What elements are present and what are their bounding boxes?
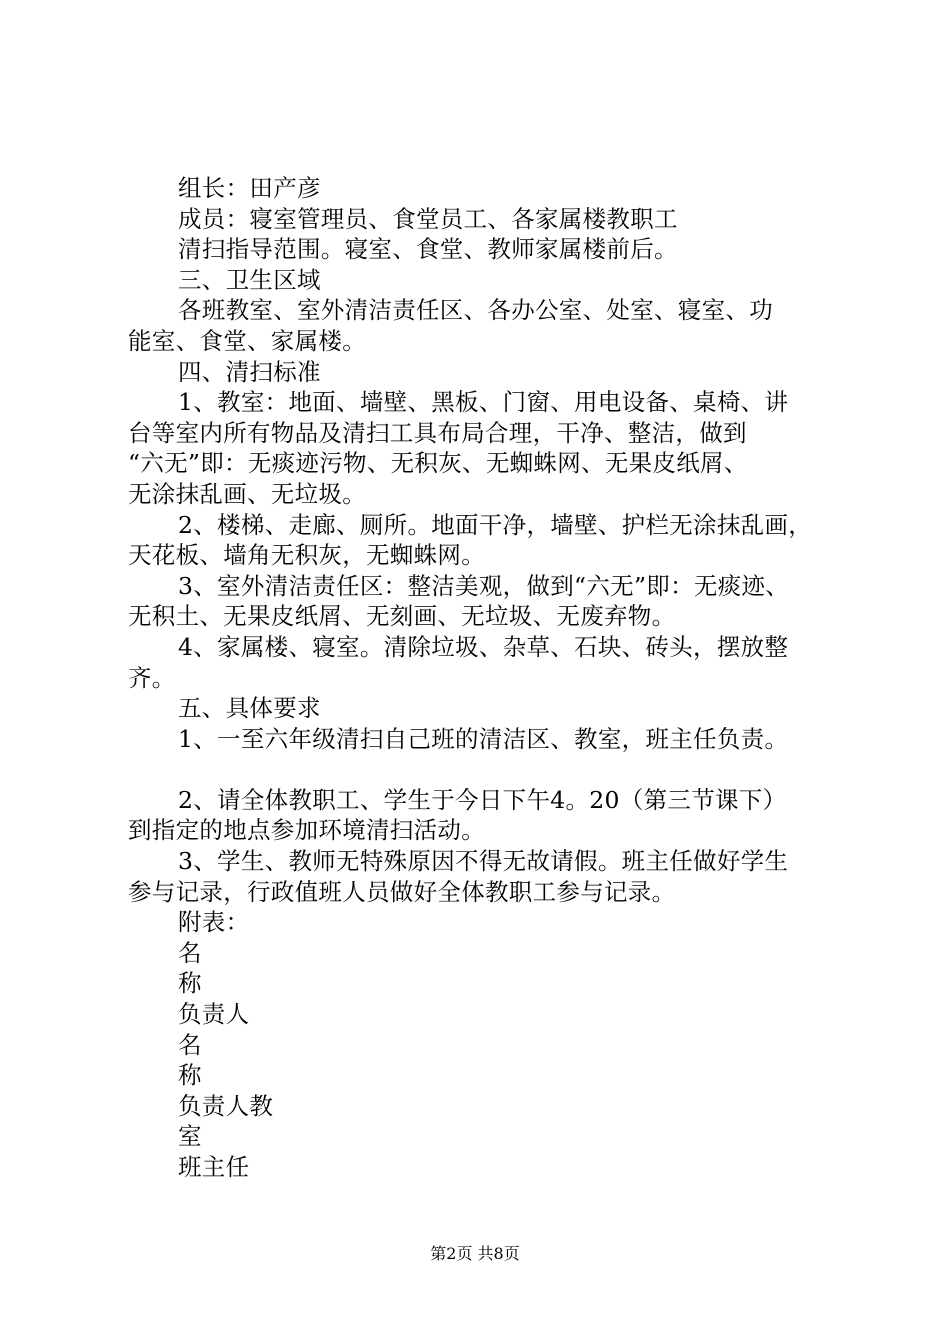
text-line: 各班教室、室外清洁责任区、各办公室、处室、寝室、功 — [178, 296, 773, 325]
text-line: 3、学生、教师无特殊原因不得无故请假。班主任做好学生 — [178, 847, 789, 876]
text-line: “六无”即：无痰迹污物、无积灰、无蜘蛛网、无果皮纸屑、 — [128, 449, 748, 478]
text-line: 能室、食堂、家属楼。 — [128, 326, 366, 355]
document-body — [128, 173, 840, 1183]
page-footer: 第2页 共8页 — [430, 1244, 520, 1263]
text-line-scope: 清扫指导范围。寝室、食堂、教师家属楼前后。 — [178, 235, 678, 264]
table-cell-text: 称 — [178, 1061, 202, 1090]
text-line: 4、家属楼、寝室。清除垃圾、杂草、石块、砖头，摆放整 — [178, 632, 789, 661]
table-cell-text: 负责人 — [178, 1000, 250, 1029]
section-heading-3: 三、卫生区域 — [178, 265, 321, 294]
text-line: 齐。 — [128, 663, 176, 692]
table-cell-text: 室 — [178, 1122, 202, 1151]
text-line: 2、楼梯、走廊、厕所。地面干净，墙壁、护栏无涂抹乱画， — [178, 510, 813, 539]
text-line: 1、教室：地面、墙壁、黑板、门窗、用电设备、桌椅、讲 — [178, 388, 789, 417]
text-line: 无涂抹乱画、无垃圾。 — [128, 479, 366, 508]
text-line: 到指定的地点参加环境清扫活动。 — [128, 816, 485, 845]
text-line: 2、请全体教职工、学生于今日下午4。20（第三节课下） — [178, 785, 787, 814]
table-cell-text: 名 — [178, 1030, 202, 1059]
section-heading-5: 五、具体要求 — [178, 694, 321, 723]
blank-line — [128, 754, 840, 785]
table-cell-text: 班主任 — [178, 1153, 250, 1181]
table-cell-text: 负责人教 — [178, 1091, 274, 1120]
text-line: 台等室内所有物品及清扫工具布局合理，干净、整洁，做到 — [128, 418, 747, 447]
text-line-members: 成员：寝室管理员、食堂员工、各家属楼教职工 — [178, 204, 678, 233]
text-line: 无积土、无果皮纸屑、无刻画、无垃圾、无废弃物。 — [128, 602, 676, 631]
section-heading-4: 四、清扫标准 — [178, 357, 321, 386]
table-cell-text: 称 — [178, 969, 202, 998]
text-line-leader: 组长：田产彦 — [178, 174, 321, 202]
appendix-label: 附表： — [178, 908, 250, 937]
text-line: 1、一至六年级清扫自己班的清洁区、教室，班主任负责。 — [178, 724, 789, 753]
text-line: 参与记录，行政值班人员做好全体教职工参与记录。 — [128, 877, 676, 906]
text-line: 3、室外清洁责任区：整洁美观，做到“六无”即：无痰迹、 — [178, 571, 790, 600]
text-line: 天花板、墙角无积灰，无蜘蛛网。 — [128, 541, 485, 570]
table-cell-text: 名 — [178, 938, 202, 967]
